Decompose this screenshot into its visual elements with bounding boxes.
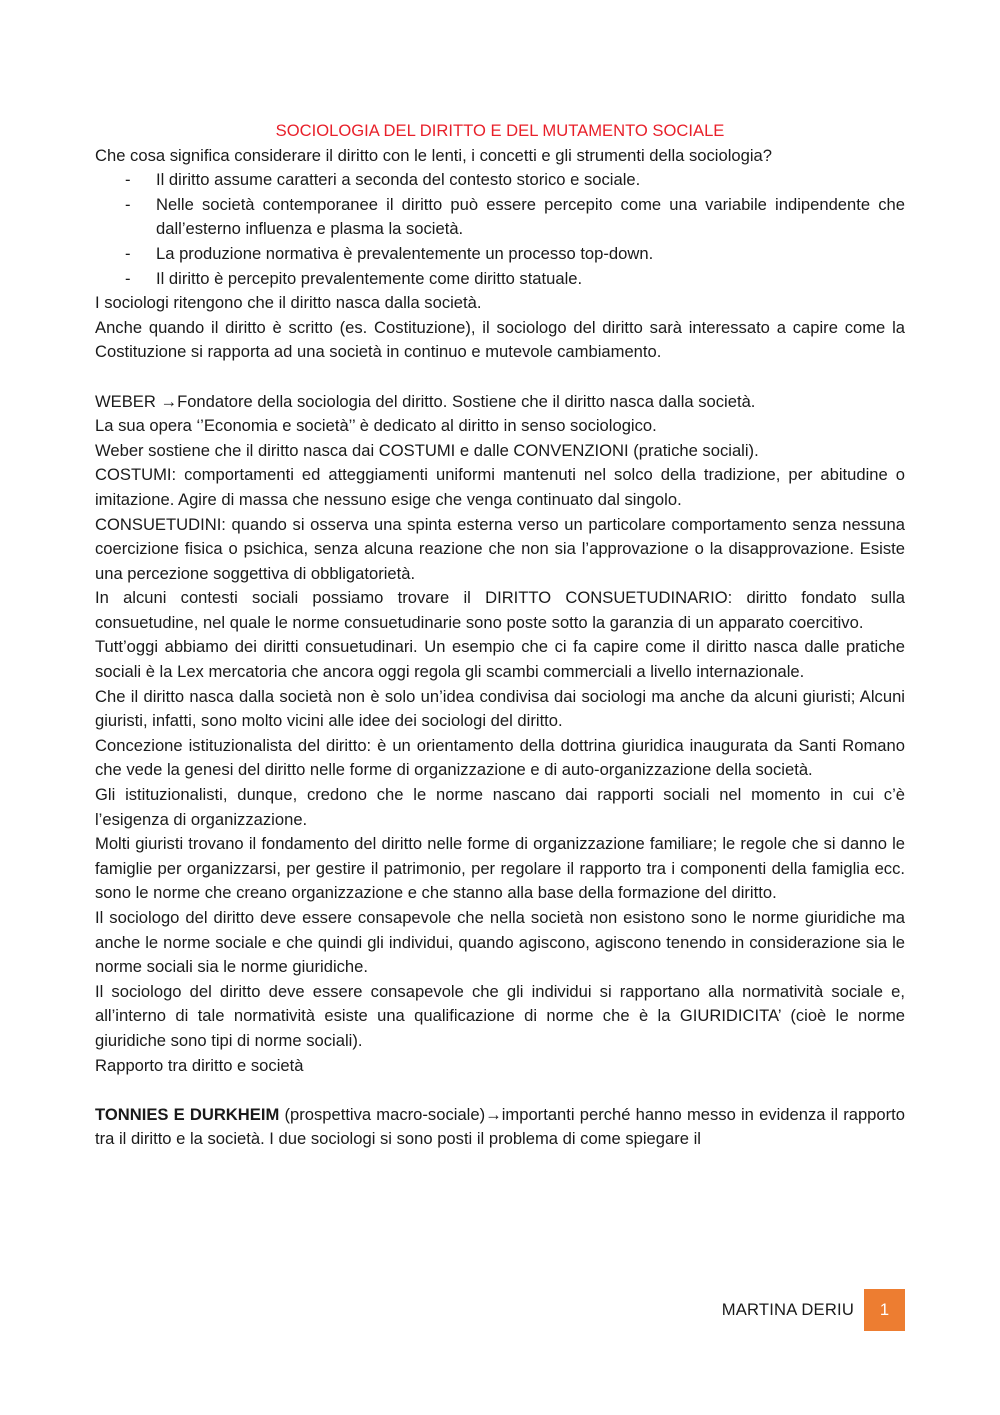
bullet-text: Nelle società contemporanee il diritto può essere percepito come una variabile indipendente che dall’esterno influenza e plasma la società. [156, 194, 905, 239]
paragraph-costumi: COSTUMI: comportamenti ed atteggiamenti uniformi mantenuti nel solco della tradizione, per abitudine o imitazione. Agire di massa che nessuno esige che venga continuato dal singolo. [95, 465, 905, 509]
list-item [95, 267, 905, 292]
paragraph-lex-mercatoria: Tutt’oggi abbiamo dei diritti consuetudinari. Un esempio che ci fa capire come il diritto nasca dalle pratiche sociali è la Lex mercatoria che ancora oggi regola gli scambi commerciali a livello internazionale. [95, 637, 905, 682]
arrow-right-icon: → [160, 391, 178, 411]
arrow-right-icon: → [485, 1104, 502, 1124]
blank-line [95, 1078, 905, 1103]
tonnies-paren: (prospettiva macro-sociale) [279, 1104, 486, 1124]
paragraph-consuetudini: CONSUETUDINI: quando si osserva una spinta esterna verso un particolare comportamento senza nessuna coercizione fisica o psichica, senza alcuna reazione che non sia l’approvazione o la disapprovazione. Esiste una percezione soggettiva di obbligatorietà. [95, 514, 905, 583]
paragraph-weber [95, 390, 905, 415]
paragraph-consapevole-1: Il sociologo del diritto deve essere consapevole che nella società non esistono sono le norme giuridiche ma anche le norme sociale e che quindi gli individui, quando agiscono, agiscono tenendo in considerazione sia le norme sociali sia le norme giuridiche. [95, 908, 905, 977]
paragraph-istituzionalista: Concezione istituzionalista del diritto: è un orientamento della dottrina giuridica inaugurata da Santi Romano che vede la genesi del diritto nelle forme di organizzazione e di auto-organizzazione della società. [95, 735, 905, 780]
paragraph-costumi-intro: Weber sostiene che il diritto nasca dai COSTUMI e dalle CONVENZIONI (pratiche sociali). [95, 440, 759, 460]
bullet-dash: - [125, 243, 131, 263]
document-body [95, 119, 905, 1152]
page-number-badge: 1 [864, 1289, 905, 1331]
paragraph-giuristi: Che il diritto nasca dalla società non è solo un’idea condivisa dai sociologi ma anche da alcuni giuristi; Alcuni giuristi, infatti, sono molto vicini alle idee dei sociologi del diritto. [95, 686, 905, 731]
paragraph-consapevole-2: Il sociologo del diritto deve essere consapevole che gli individui si rapportano alla normatività sociale e, all’interno di tale normatività esiste una qualificazione di norme che è la GIURIDICITA’ (cioè le norme giuridiche sono tipi di norme sociali). [95, 981, 905, 1050]
list-item [95, 242, 905, 267]
paragraph-costituzione: Anche quando il diritto è scritto (es. Costituzione), il sociologo del diritto sarà interessato a capire come la Costituzione si rapporta ad una società in continuo e mutevole cambiamento. [95, 317, 905, 362]
bullet-dash: - [125, 170, 131, 190]
paragraph-famiglia: Molti giuristi trovano il fondamento del diritto nelle forme di organizzazione familiare; le regole che si danno le famiglie per organizzarsi, per gestire il patrimonio, per regolare il rapporto tra i componenti della famiglia ecc. sono le norme che creano organizzazione e che stanno alla base della formazione del diritto. [95, 834, 905, 903]
bullet-text: Il diritto assume caratteri a seconda del contesto storico e sociale. [156, 170, 641, 190]
weber-name: WEBER [95, 391, 161, 411]
footer-author: MARTINA DERIU [721, 1300, 854, 1319]
paragraph-opera: La sua opera ‘’Economia e società’’ è dedicato al diritto in senso sociologico. [95, 416, 657, 436]
tonnies-name: TONNIES E DURKHEIM [95, 1104, 280, 1124]
bullet-text: La produzione normativa è prevalentemente un processo top-down. [156, 243, 654, 263]
blank-line [95, 365, 905, 390]
paragraph-sociologi: I sociologi ritengono che il diritto nasca dalla società. [95, 293, 482, 313]
list-item [95, 193, 905, 242]
paragraph-rapporto: Rapporto tra diritto e società [95, 1055, 304, 1075]
list-item [95, 168, 905, 193]
bullet-dash: - [125, 268, 131, 288]
weber-text: Fondatore della sociologia del diritto. Sostiene che il diritto nasca dalla società. [177, 391, 756, 411]
tonnies-text: importanti perché hanno messo in evidenza il rapporto tra il diritto e la società. I due sociologi si sono posti il problema di come spiegare il [95, 1104, 905, 1149]
bullet-dash: - [125, 194, 131, 214]
paragraph-diritto-consuetudinario: In alcuni contesti sociali possiamo trovare il DIRITTO CONSUETUDINARIO: diritto fondato sulla consuetudine, nel quale le norme consuetudinarie sono poste sotto la garanzia di un apparato coercitivo. [95, 588, 905, 632]
paragraph-istituzionalisti: Gli istituzionalisti, dunque, credono che le norme nascano dai rapporti sociali nel momento in cui c’è l’esigenza di organizzazione. [95, 785, 905, 829]
paragraph-tonnies [95, 1103, 905, 1152]
page-footer [722, 1289, 905, 1331]
bullet-text: Il diritto è percepito prevalentemente come diritto statuale. [156, 268, 583, 288]
intro-question: Che cosa significa considerare il diritto con le lenti, i concetti e gli strumenti della sociologia? [95, 145, 772, 165]
bullet-list [95, 168, 905, 291]
document-title: SOCIOLOGIA DEL DIRITTO E DEL MUTAMENTO SOCIALE [275, 121, 725, 140]
